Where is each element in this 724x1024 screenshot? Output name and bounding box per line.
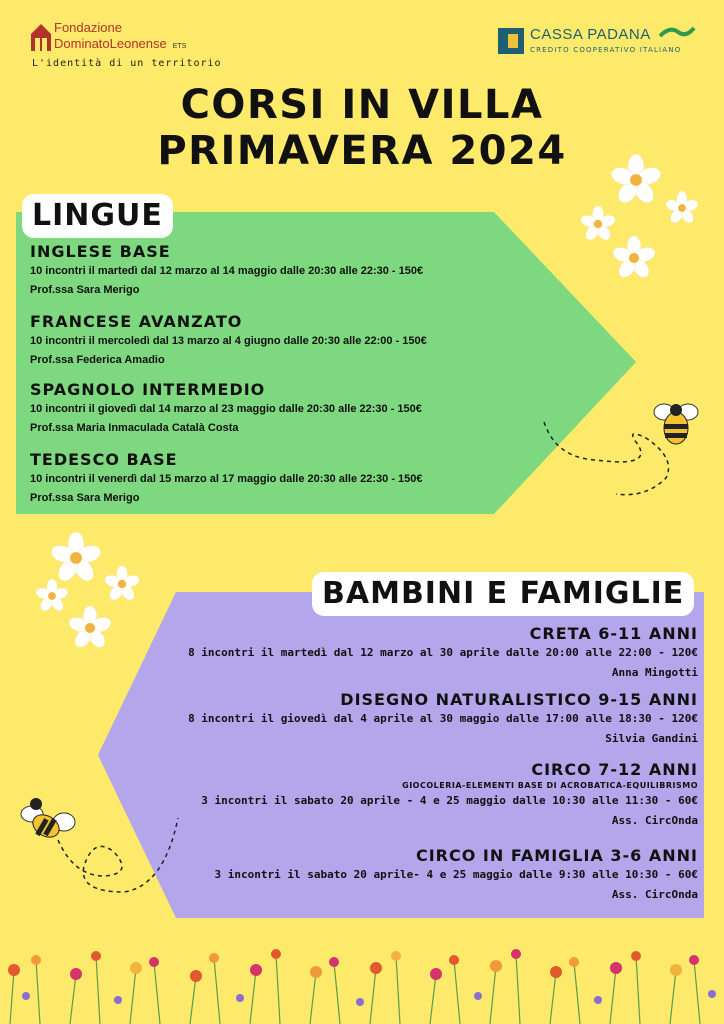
course-circo-famiglia: CIRCO IN FAMIGLIA 3-6 ANNI 3 incontri il sabato 20 aprile- 4 e 25 maggio dalle 9:30 alle 10:30 - 60€ Ass. CircOnda	[214, 846, 698, 901]
bambini-heading: BAMBINI E FAMIGLIE	[312, 572, 694, 616]
cassa-padana-mark-icon	[498, 28, 524, 54]
course-tedesco: TEDESCO BASE 10 incontri il venerdì dal 15 marzo al 17 maggio dalle 20:30 alle 22:30 - 150€ Prof.ssa Sara Merigo	[30, 450, 423, 504]
wildflowers-border-icon	[0, 940, 724, 1024]
course-francese: FRANCESE AVANZATO 10 incontri il mercoledì dal 13 marzo al 4 giugno dalle 20:30 alle 22:00 - 150€ Prof.ssa Federica Amadio	[30, 312, 427, 366]
wave-icon	[658, 26, 696, 40]
course-inglese: INGLESE BASE 10 incontri il martedì dal 12 marzo al 14 maggio dalle 20:30 alle 22:30 - 150€ Prof.ssa Sara Merigo	[30, 242, 424, 296]
fondazione-line2: DominatoLeonense ETS	[54, 36, 187, 51]
fondazione-line1: Fondazione	[54, 20, 122, 35]
course-circo: CIRCO 7-12 ANNI GIOCOLERIA-ELEMENTI BASE DI ACROBATICA-EQUILIBRISMO 3 incontri il sabato 20 aprile - 4 e 25 maggio dalle 10:30 alle 11:30 - 60€ Ass. CircOnda	[201, 760, 698, 827]
course-disegno: DISEGNO NATURALISTICO 9-15 ANNI 8 incontri il giovedì dal 4 aprile al 30 maggio dalle 17:00 alle 18:30 - 120€ Silvia Gandini	[188, 690, 698, 745]
cassa-padana-logo	[498, 26, 698, 60]
course-creta: CRETA 6-11 ANNI 8 incontri il martedì dal 12 marzo al 30 aprile dalle 20:00 alle 22:00 - 120€ Anna Mingotti	[188, 624, 698, 679]
course-spagnolo: SPAGNOLO INTERMEDIO 10 incontri il giovedì dal 14 marzo al 23 maggio dalle 20:30 alle 22:30 - 150€ Prof.ssa Maria Inmaculada Català Costa	[30, 380, 422, 434]
page-title: CORSI IN VILLA PRIMAVERA 2024	[157, 82, 567, 174]
fondazione-logo	[30, 18, 230, 74]
lingue-heading: LINGUE	[22, 194, 173, 238]
cassa-padana-name: CASSA PADANA	[530, 26, 651, 43]
fondazione-tagline: L'identità di un territorio	[32, 58, 222, 69]
cassa-padana-subtitle: CREDITO COOPERATIVO ITALIANO	[530, 46, 682, 54]
house-logo-icon	[30, 22, 52, 52]
